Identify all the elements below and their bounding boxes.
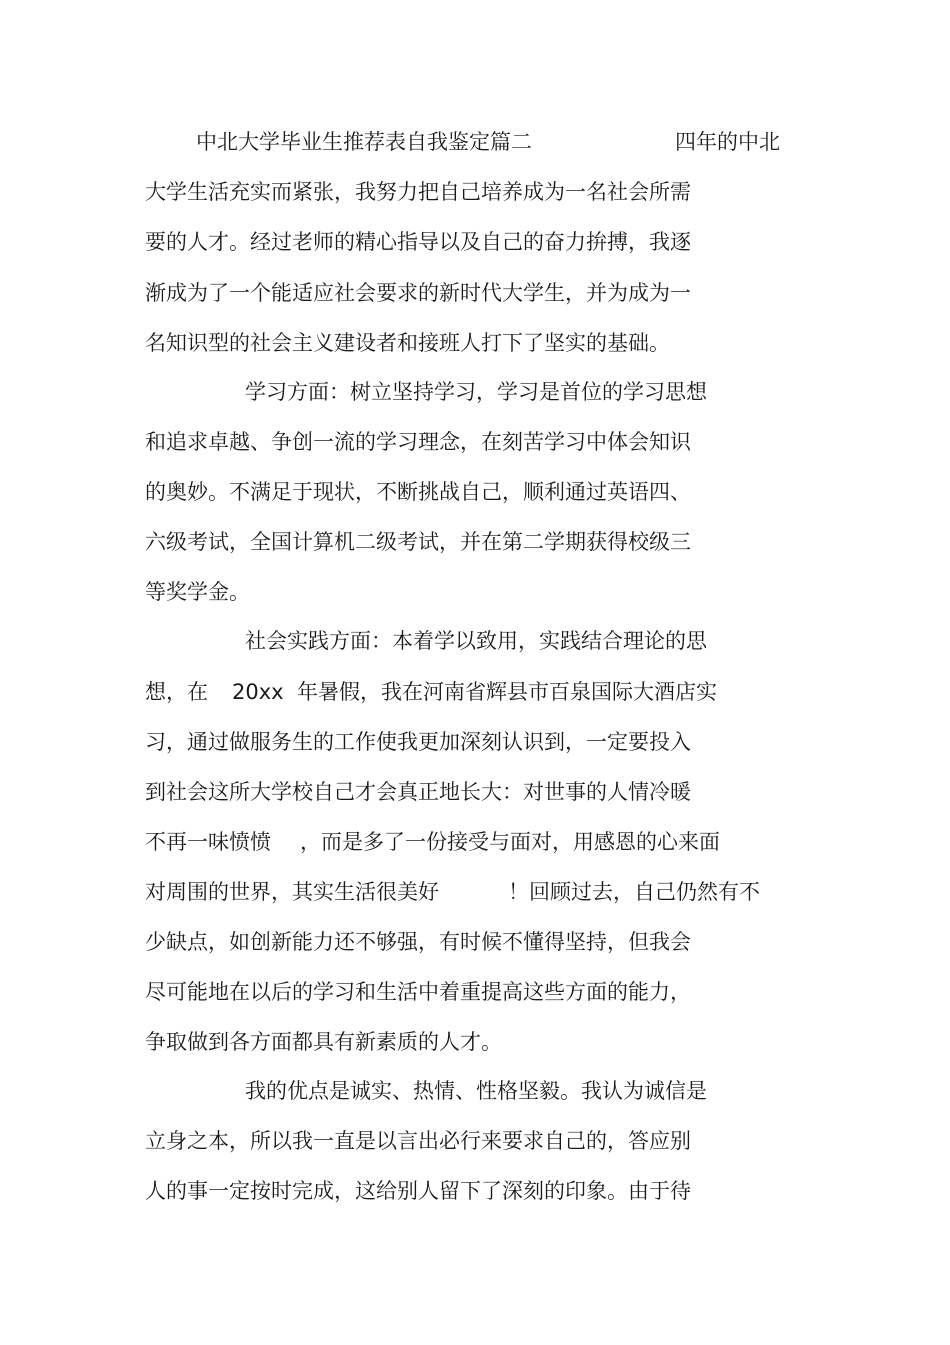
text-line: 和追求卓越、争创一流的学习理念，在刻苦学习中体会知识 [145, 430, 691, 454]
text-line: 20xx [232, 680, 284, 704]
text-line: 争取做到各方面都具有新素质的人才。 [145, 1030, 502, 1054]
text-line: 年暑假，我在河南省辉县市百泉国际大酒店实 [297, 680, 717, 704]
text-line: 学习方面：树立坚持学习，学习是首位的学习思想 [245, 380, 707, 404]
text-line: 尽可能地在以后的学习和生活中着重提高这些方面的能力， [145, 980, 691, 1004]
text-line: 要的人才。经过老师的精心指导以及自己的奋力拚搏，我逐 [145, 230, 691, 254]
text-line: 到社会这所大学校自己才会真正地长大：对世事的人情冷暖 [145, 780, 691, 804]
text-line: 立身之本，所以我一直是以言出必行来要求自己的，答应别 [145, 1129, 691, 1153]
text-line: 习，通过做服务生的工作使我更加深刻认识到，一定要投入 [145, 730, 691, 754]
text-line: 大学生活充实而紧张，我努力把自己培养成为一名社会所需 [145, 180, 691, 204]
text-line: 想，在 [145, 680, 208, 704]
text-line: ！回顾过去，自己仍然有不 [508, 880, 760, 904]
text-line: 对周围的世界，其实生活很美好 [145, 880, 439, 904]
text-line: 不再一味愤愤 [145, 830, 271, 854]
text-line: 的奥妙。不满足于现状，不断挑战自己，顺利通过英语四、 [145, 480, 691, 504]
text-line: ，而是多了一份接受与面对，用感恩的心来面 [300, 830, 720, 854]
text-line: 等奖学金。 [145, 580, 250, 604]
text-line: 社会实践方面：本着学以致用，实践结合理论的思 [245, 629, 707, 653]
text-line: 名知识型的社会主义建设者和接班人打下了坚实的基础。 [145, 331, 670, 355]
text-line: 我的优点是诚实、热情、性格坚毅。我认为诚信是 [245, 1079, 707, 1103]
text-line: 渐成为了一个能适应社会要求的新时代大学生，并为成为一 [145, 281, 691, 305]
text-line: 人的事一定按时完成，这给别人留下了深刻的印象。由于待 [145, 1179, 691, 1203]
text-line: 六级考试，全国计算机二级考试，并在第二学期获得校级三 [145, 530, 691, 554]
text-line: 四年的中北 [675, 130, 780, 154]
text-line: 少缺点，如创新能力还不够强，有时候不懂得坚持，但我会 [145, 930, 691, 954]
text-line: 中北大学毕业生推荐表自我鉴定篇二 [196, 130, 532, 154]
